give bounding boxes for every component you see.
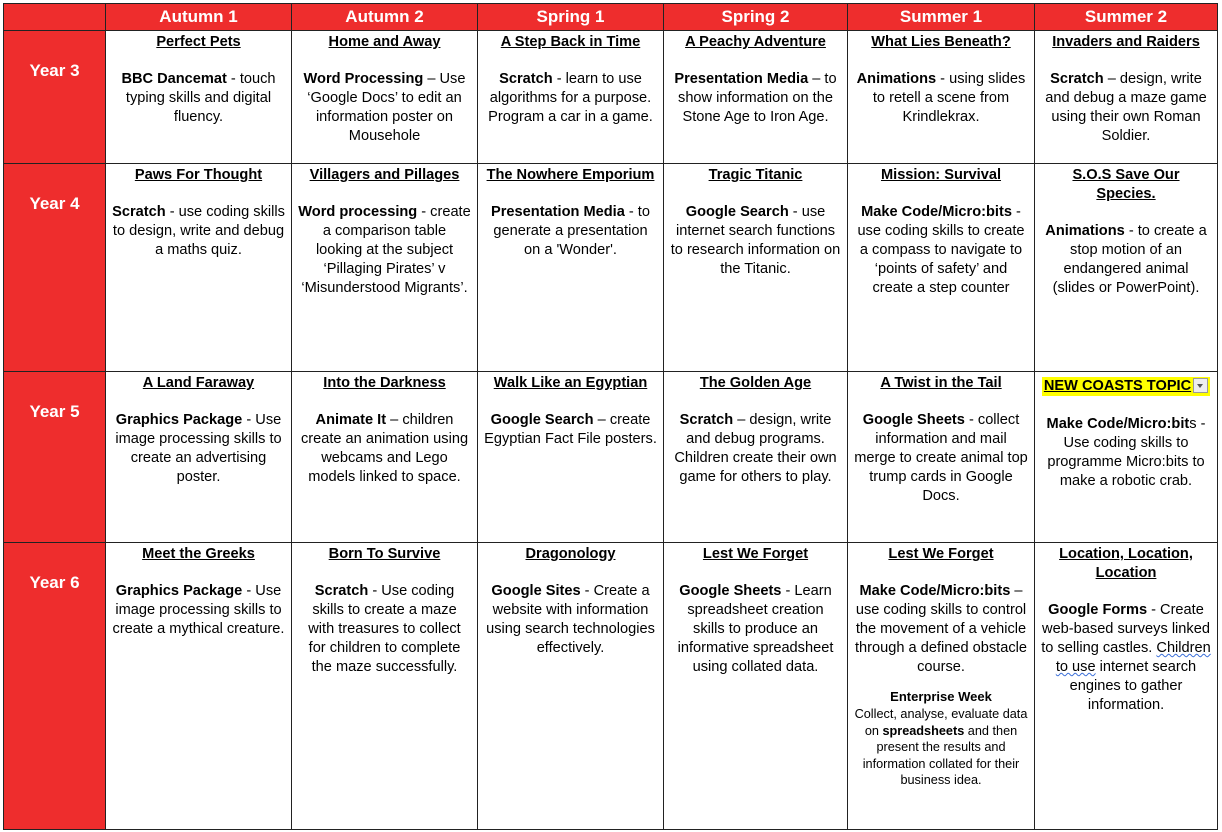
topic-title: Into the Darkness [323, 375, 446, 391]
topic-tool-tail: s [1189, 416, 1197, 432]
topic-cell [478, 543, 664, 830]
enterprise-week-text [854, 706, 1028, 789]
topic-desc: - Use image processing skills to create an advertising poster. [115, 412, 282, 485]
topic-cell [664, 543, 848, 830]
topic-title: Paws For Thought [134, 167, 263, 183]
topic-title: Perfect Pets [156, 34, 241, 50]
topic-tool: Scratch [679, 412, 734, 428]
header-row [4, 4, 1218, 31]
topic-desc: – create Egyptian Fact File posters. [484, 412, 657, 447]
topic-desc: - Create a website with information using search technologies effectively. [486, 583, 655, 656]
topic-cell [1035, 31, 1218, 164]
topic-tool: Presentation Media [674, 71, 809, 87]
topic-desc-tail: internet search engines to gather information. [1069, 659, 1197, 713]
topic-desc: – design, write and debug programs. Children create their own game for others to play. [674, 412, 837, 485]
topic-cell [478, 31, 664, 164]
topic-cell [292, 543, 478, 830]
dropdown-caret-icon[interactable] [1193, 378, 1208, 393]
term-header: Summer 2 [1035, 4, 1218, 31]
topic-desc: - use coding skills to create a compass to navigate to ‘points of safety’ and create a step counter [857, 204, 1025, 296]
topic-desc: - learn to use algorithms for a purpose. Program a car in a game. [488, 71, 653, 125]
topic-title: Born To Survive [328, 546, 441, 562]
header-corner [4, 4, 106, 31]
topic-desc: – Use ‘Google Docs’ to edit an information poster on Mousehole [307, 71, 466, 144]
topic-cell [292, 164, 478, 372]
topic-tool: Google Sites [491, 583, 581, 599]
year-label: Year 5 [4, 372, 106, 543]
topic-cell [848, 543, 1035, 830]
topic-desc: - Use image processing skills to create a mythical creature. [112, 583, 285, 637]
topic-desc: - to create a stop motion of an endangered animal (slides or PowerPoint). [1052, 223, 1207, 296]
topic-title: Tragic Titanic [708, 167, 803, 183]
topic-desc: - use internet search functions to research information on the Titanic. [670, 204, 841, 277]
year-row [4, 31, 1218, 164]
topic-cell [292, 31, 478, 164]
topic-tool: BBC Dancemat [121, 71, 227, 87]
topic-tool: Animations [1045, 223, 1125, 239]
spellcheck-flagged-text: Children to use [1055, 640, 1211, 675]
topic-tool: Google Search [490, 412, 594, 428]
topic-title: A Step Back in Time [500, 34, 641, 50]
topic-desc: – use coding skills to control the movement of a vehicle through a defined obstacle course. [854, 583, 1027, 675]
topic-tool: Graphics Package [115, 583, 243, 599]
topic-cell [106, 372, 292, 543]
topic-tool: Google Sheets [679, 583, 782, 599]
topic-title: The Nowhere Emporium [486, 167, 655, 183]
term-header: Summer 1 [848, 4, 1035, 31]
topic-cell [848, 31, 1035, 164]
enterprise-week-post: and then present the results and information collated for their business idea. [862, 723, 1020, 787]
topic-title: Dragonology [525, 546, 616, 562]
topic-tool: Make Code/Micro:bit [1046, 416, 1190, 432]
topic-cell [106, 543, 292, 830]
topic-cell [1035, 543, 1218, 830]
topic-title: A Twist in the Tail [880, 375, 1002, 391]
topic-desc: - Learn spreadsheet creation skills to produce an informative spreadsheet using collated data. [677, 583, 834, 675]
topic-tool: Scratch [314, 583, 369, 599]
topic-title: Location, Location, Location [1059, 546, 1193, 581]
topic-cell [292, 372, 478, 543]
topic-tool: Animations [856, 71, 937, 87]
topic-cell [478, 164, 664, 372]
topic-tool: Word processing [298, 204, 418, 220]
year-label: Year 3 [4, 31, 106, 164]
topic-title: NEW COASTS TOPIC [1043, 378, 1192, 394]
topic-desc: - collect information and mail merge to create animal top trump cards in Google Docs. [854, 412, 1028, 504]
curriculum-table [3, 3, 1218, 830]
topic-cell [848, 164, 1035, 372]
topic-cell [1035, 372, 1218, 543]
topic-title: S.O.S Save Our Species. [1072, 167, 1180, 202]
term-header: Spring 1 [478, 4, 664, 31]
topic-desc: - to generate a presentation on a 'Wonder'. [493, 204, 650, 258]
enterprise-week-bold: spreadsheets [882, 723, 965, 738]
topic-tool: Scratch [499, 71, 553, 87]
topic-tool: Graphics Package [115, 412, 243, 428]
topic-desc: - touch typing skills and digital fluency. [125, 71, 276, 125]
topic-title: Lest We Forget [702, 546, 809, 562]
topic-title: Meet the Greeks [142, 546, 255, 562]
topic-title: Lest We Forget [888, 546, 994, 562]
topic-desc: – to show information on the Stone Age to Iron Age. [678, 71, 837, 125]
topic-cell [106, 31, 292, 164]
topic-tool: Make Code/Micro:bits [861, 204, 1012, 220]
topic-title: Villagers and Pillages [309, 167, 460, 183]
topic-title: Mission: Survival [880, 167, 1002, 183]
topic-cell [106, 164, 292, 372]
year-row [4, 372, 1218, 543]
topic-title: A Peachy Adventure [685, 34, 826, 50]
year-row [4, 543, 1218, 830]
topic-title: A Land Faraway [142, 375, 255, 391]
topic-desc: – children create an animation using webcams and Lego models linked to space. [300, 412, 469, 485]
topic-desc: - Use coding skills to programme Micro:bits to make a robotic crab. [1047, 416, 1206, 489]
topic-tool: Scratch [1050, 71, 1104, 87]
topic-title: Home and Away [328, 34, 441, 50]
topic-title: Walk Like an Egyptian [493, 375, 648, 391]
topic-tool: Animate It [315, 412, 387, 428]
topic-tool: Presentation Media [491, 204, 625, 220]
year-label: Year 4 [4, 164, 106, 372]
enterprise-week-pre: Collect, analyse, evaluate data on [854, 707, 1028, 738]
year-row [4, 164, 1218, 372]
topic-desc: - create a comparison table looking at the subject ‘Pillaging Pirates’ v ‘Misunderstood Migrants’. [301, 204, 471, 296]
topic-cell [664, 164, 848, 372]
topic-tool: Make Code/Micro:bits [859, 583, 1011, 599]
topic-tool: Google Forms [1048, 602, 1148, 618]
topic-tool: Google Search [685, 204, 789, 220]
topic-cell [478, 372, 664, 543]
topic-tool: Scratch [112, 204, 166, 220]
topic-desc: - Use coding skills to create a maze with treasures to collect for children to complete the maze successfully. [308, 583, 461, 675]
topic-cell [664, 31, 848, 164]
topic-title: What Lies Beneath? [871, 34, 1011, 50]
term-header: Autumn 2 [292, 4, 478, 31]
topic-desc: - use coding skills to design, write and debug a maths quiz. [112, 204, 285, 258]
enterprise-week-title: Enterprise Week [890, 689, 992, 704]
topic-cell [664, 372, 848, 543]
topic-cell [1035, 164, 1218, 372]
topic-tool: Google Sheets [862, 412, 965, 428]
topic-desc: - Create web-based surveys linked to selling castles. [1041, 602, 1210, 656]
term-header: Spring 2 [664, 4, 848, 31]
topic-desc: – design, write and debug a maze game using their own Roman Soldier. [1045, 71, 1207, 144]
topic-tool: Word Processing [303, 71, 424, 87]
topic-title: Invaders and Raiders [1052, 34, 1200, 50]
term-header: Autumn 1 [106, 4, 292, 31]
topic-desc: - using slides to retell a scene from Krindlekrax. [872, 71, 1026, 125]
topic-cell [848, 372, 1035, 543]
topic-title: The Golden Age [699, 375, 812, 391]
topic-title-highlighted[interactable] [1042, 377, 1210, 396]
year-label: Year 6 [4, 543, 106, 830]
